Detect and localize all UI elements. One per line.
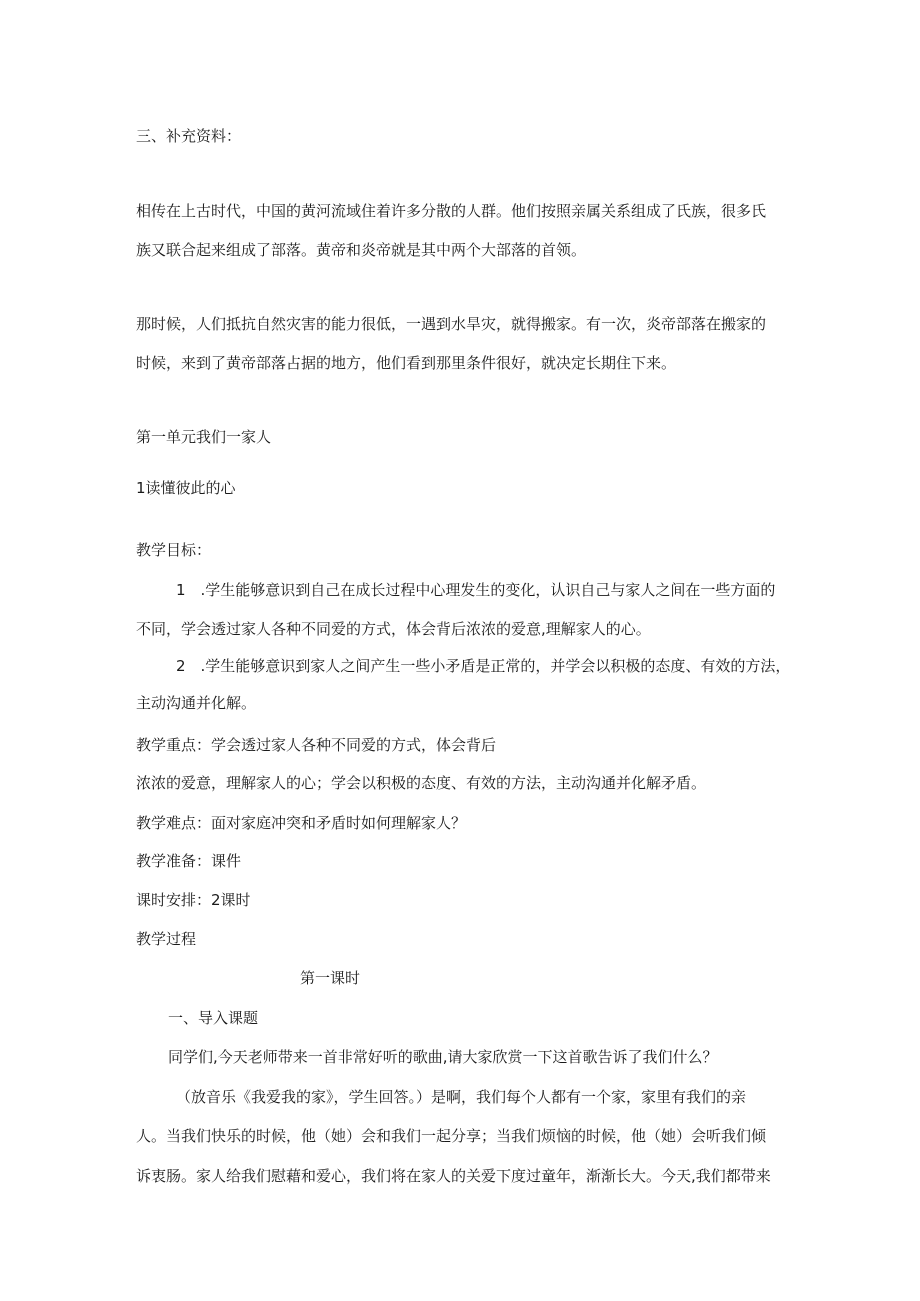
goals-heading: 教学目标： — [136, 541, 212, 559]
paragraph-line: （放音乐《我爱我的家》，学生回答。）是啊，我们每个人都有一个家，家里有我们的亲 — [176, 1088, 747, 1106]
goal-item-1: 1 .学生能够意识到自己在成长过程中心理发生的变化，认识自己与家人之间在一些方面的 — [176, 581, 776, 599]
key-points: 教学重点：学会透过家人各种不同爱的方式，体会背后 — [136, 736, 497, 754]
intro-line: 同学们,今天老师带来一首非常好听的歌曲,请大家欣赏一下这首歌告诉了我们什么？ — [168, 1048, 718, 1066]
lesson-title: 1读懂彼此的心 — [136, 479, 236, 497]
paragraph-line: 人。当我们快乐的时候，他（她）会和我们一起分享；当我们烦恼的时候，他（她）会听我们倾 — [136, 1127, 767, 1145]
difficulty: 教学难点：面对家庭冲突和矛盾时如何理解家人？ — [136, 814, 467, 832]
paragraph-line: 时候，来到了黄帝部落占据的地方，他们看到那里条件很好，就决定长期住下来。 — [136, 354, 677, 372]
goal-item-1-cont: 不同，学会透过家人各种不同爱的方式，体会背后浓浓的爱意,理解家人的心。 — [136, 620, 651, 638]
class-title: 第一课时 — [300, 969, 361, 987]
preparation: 教学准备：课件 — [136, 852, 242, 870]
goal-item-2-cont: 主动沟通并化解。 — [136, 694, 257, 712]
step-heading: 一、导入课题 — [168, 1009, 259, 1027]
schedule: 课时安排：2课时 — [136, 891, 251, 909]
key-points-cont: 浓浓的爱意，理解家人的心；学会以积极的态度、有效的方法，主动沟通并化解矛盾。 — [136, 774, 707, 792]
paragraph-line: 那时候，人们抵抗自然灾害的能力很低，一遇到水旱灾，就得搬家。有一次，炎帝部落在搬家的 — [136, 315, 767, 333]
section-heading: 三、补充资料： — [136, 127, 242, 145]
paragraph-line: 诉衷肠。家人给我们慰藉和爱心，我们将在家人的关爱下度过童年，渐渐长大。今天,我们都带来 — [136, 1167, 771, 1185]
process-heading: 教学过程 — [136, 930, 197, 948]
paragraph-line: 族又联合起来组成了部落。黄帝和炎帝就是其中两个大部落的首领。 — [136, 241, 587, 259]
unit-title: 第一单元我们一家人 — [136, 428, 272, 446]
paragraph-line: 相传在上古时代，中国的黄河流域住着许多分散的人群。他们按照亲属关系组成了氏族，很多氏 — [136, 202, 767, 220]
goal-item-2: 2 .学生能够意识到家人之间产生一些小矛盾是正常的，并学会以积极的态度、有效的方法， — [176, 657, 791, 675]
